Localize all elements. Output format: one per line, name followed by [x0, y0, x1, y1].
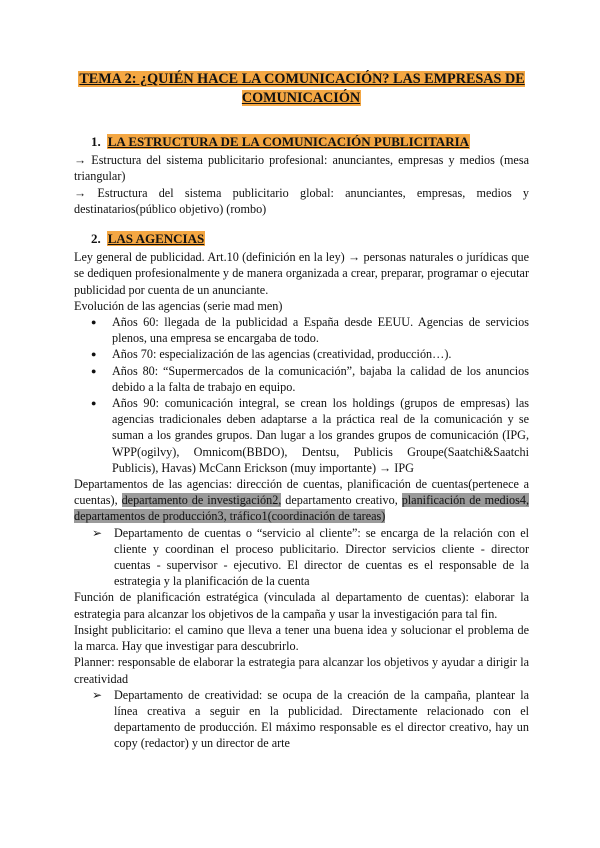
departments-highlight-media: planificación de medios4, departamentos de producción3, tráfico1(coordinación de tareas) [74, 493, 529, 524]
section-2-paragraph-1: Ley general de publicidad. Art.10 (definición en la ley) → personas naturales o jurídicas que se dediquen profesionalmente y de manera organizada a crear, preparar, programar o ejecutar publicidad por cuenta de un anunciante. [74, 250, 529, 297]
list-item: ➢ Departamento de cuentas o “servicio al cliente”: se encarga de la relación con el cliente y coordinan el proceso publicitario. Director servicios cliente - director cuentas - supervisor - ejecutivo. El director de cuentas es el responsable de la estrategia y la planificación de la cuenta [114, 525, 529, 590]
section-2-number: 2. [91, 231, 101, 247]
list-item: ● Años 70: especialización de las agencias (creatividad, producción…). [112, 346, 529, 362]
section-2-heading [74, 231, 529, 247]
section-1-paragraph-1: → Estructura del sistema publicitario profesional: anunciantes, empresas y medios (mesa triangular) [74, 153, 529, 184]
departments-paragraph [74, 476, 529, 525]
planner-paragraph: Planner: responsable de elaborar la estrategia para alcanzar los objetivos y ayudar a dirigir la creatividad [74, 655, 529, 686]
evolution-list [74, 314, 529, 476]
accounts-list [74, 525, 529, 590]
section-1-paragraph-2: → Estructura del sistema publicitario global: anunciantes, empresas, medios y destinatarios(público objetivo) (rombo) [74, 185, 529, 216]
list-item: ● Años 90: comunicación integral, se crean los holdings (grupos de empresas) las agencias tradicionales deben adaptarse a la práctica real de la comunicación y se suman a los grandes grupos. Dan lugar a los grandes grupos de comunicación (IPG, WPP(ogilvy), Omnicom(BBDO), Dentsu, Publicis Groupe(Saatchi&Saatchi Publicis), Havas) McCann Erickson (muy importante) → IPG [112, 395, 529, 476]
strategic-planning-paragraph: Función de planificación estratégica (vinculada al departamento de cuentas): elaborar la estrategia para alcanzar los objetivos de la campaña y usar la investigación para tal fin. [74, 590, 529, 621]
list-item: ➢ Departamento de creatividad: se ocupa de la creación de la campaña, plantear la línea creativa a seguir en la publicidad. Directamente relacionado con el departamento de producción. El máximo responsable es el director creativo, hay un copy (redactor) y un director de arte [114, 687, 529, 752]
section-2-title: LAS AGENCIAS [107, 231, 205, 247]
section-2-paragraph-2: Evolución de las agencias (serie mad men) [74, 298, 283, 313]
section-1-number: 1. [91, 134, 101, 149]
section-1-heading [74, 134, 529, 150]
departments-text-a: Departamentos de las agencias: dirección de cuentas, planificación de cuentas(pertenece a cuentas), [74, 477, 529, 508]
departments-highlight-research: departamento de investigación2, [121, 493, 282, 508]
insight-paragraph: Insight publicitario: el camino que lleva a tener una buena idea y solucionar el problema de la marca. Hay que investigar para descubrirlo. [74, 622, 529, 654]
departments-text-c: departamento creativo, [281, 493, 402, 508]
creativity-list [74, 687, 529, 752]
section-1-title: LA ESTRUCTURA DE LA COMUNICACIÓN PUBLICITARIA [107, 134, 470, 149]
list-item: ● Años 80: “Supermercados de la comunicación”, bajaba la calidad de los anuncios debido a la falta de trabajo en equipo. [112, 363, 529, 395]
page-title-text: TEMA 2: ¿QUIÉN HACE LA COMUNICACIÓN? LAS EMPRESAS DE COMUNICACIÓN [79, 71, 525, 106]
page-title [74, 70, 529, 108]
list-item: ● Años 60: llegada de la publicidad a España desde EEUU. Agencias de servicios plenos, una empresa se encargaba de todo. [112, 314, 529, 346]
document-page [74, 70, 529, 752]
